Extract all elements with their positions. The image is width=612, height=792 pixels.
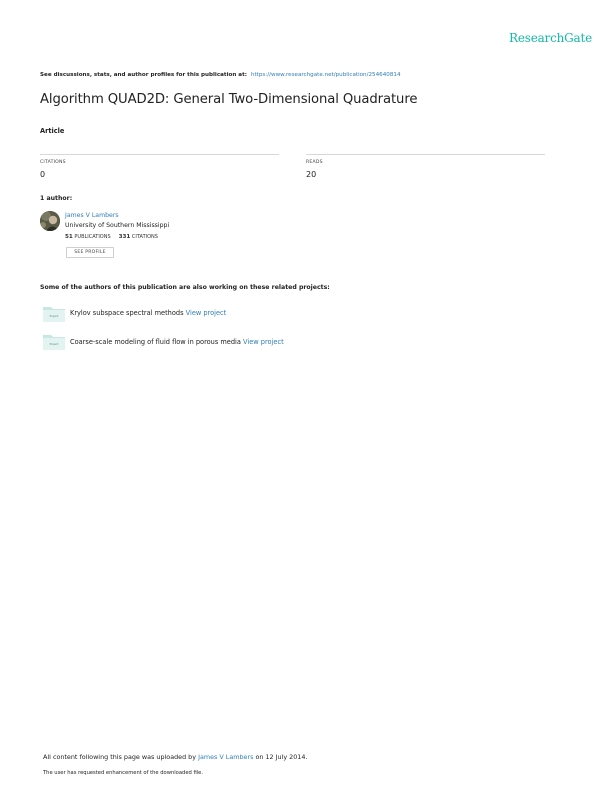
publication-url-link[interactable]: https://www.researchgate.net/publication/254640814 bbox=[250, 72, 401, 78]
publication-title: Algorithm QUAD2D: General Two-Dimensional Quadrature bbox=[40, 92, 418, 107]
authors-heading: 1 author: bbox=[40, 195, 73, 202]
project-item bbox=[70, 338, 284, 346]
view-project-link[interactable]: View project bbox=[185, 309, 227, 317]
project-title: Coarse-scale modeling of fluid flow in porous media bbox=[70, 338, 241, 346]
see-profile-button[interactable]: SEE PROFILE bbox=[66, 247, 114, 258]
related-projects-heading: Some of the authors of this publication are also working on these related projects: bbox=[40, 284, 330, 291]
upload-prefix: All content following this page was uploaded by bbox=[43, 753, 197, 761]
upload-suffix: on 12 July 2014. bbox=[255, 753, 308, 761]
reads-divider bbox=[306, 154, 545, 155]
author-publications-label: PUBLICATIONS bbox=[74, 234, 111, 240]
author-stats bbox=[65, 234, 158, 240]
project-icon-label: Project bbox=[49, 343, 59, 346]
view-project-link[interactable]: View project bbox=[243, 338, 284, 346]
enhancement-note: The user has requested enhancement of the downloaded file. bbox=[43, 770, 204, 776]
citations-value: 0 bbox=[40, 170, 46, 179]
project-icon-label: Project bbox=[49, 315, 59, 318]
discussion-line bbox=[40, 72, 401, 78]
project-item bbox=[70, 309, 226, 317]
uploader-link[interactable]: James V Lambers bbox=[198, 753, 254, 761]
reads-value: 20 bbox=[306, 170, 317, 179]
project-title: Krylov subspace spectral methods bbox=[70, 309, 184, 317]
researchgate-logo[interactable]: ResearchGate bbox=[509, 31, 593, 45]
author-avatar[interactable] bbox=[40, 211, 60, 231]
publication-type: Article bbox=[40, 127, 65, 135]
project-folder-icon bbox=[43, 304, 65, 322]
citations-label: CITATIONS bbox=[40, 160, 66, 165]
reads-label: READS bbox=[306, 160, 323, 165]
discussion-text: See discussions, stats, and author profiles for this publication at: bbox=[40, 72, 247, 78]
upload-note bbox=[43, 753, 307, 761]
author-institution: University of Southern Mississippi bbox=[65, 222, 170, 229]
citations-divider bbox=[40, 154, 279, 155]
author-citations-count: 331 bbox=[118, 234, 131, 240]
author-name-link[interactable]: James V Lambers bbox=[65, 212, 119, 219]
avatar-image bbox=[40, 211, 60, 231]
author-citations-label: CITATIONS bbox=[131, 234, 158, 240]
author-publications-count: 51 bbox=[65, 234, 73, 240]
project-folder-icon bbox=[43, 332, 65, 350]
